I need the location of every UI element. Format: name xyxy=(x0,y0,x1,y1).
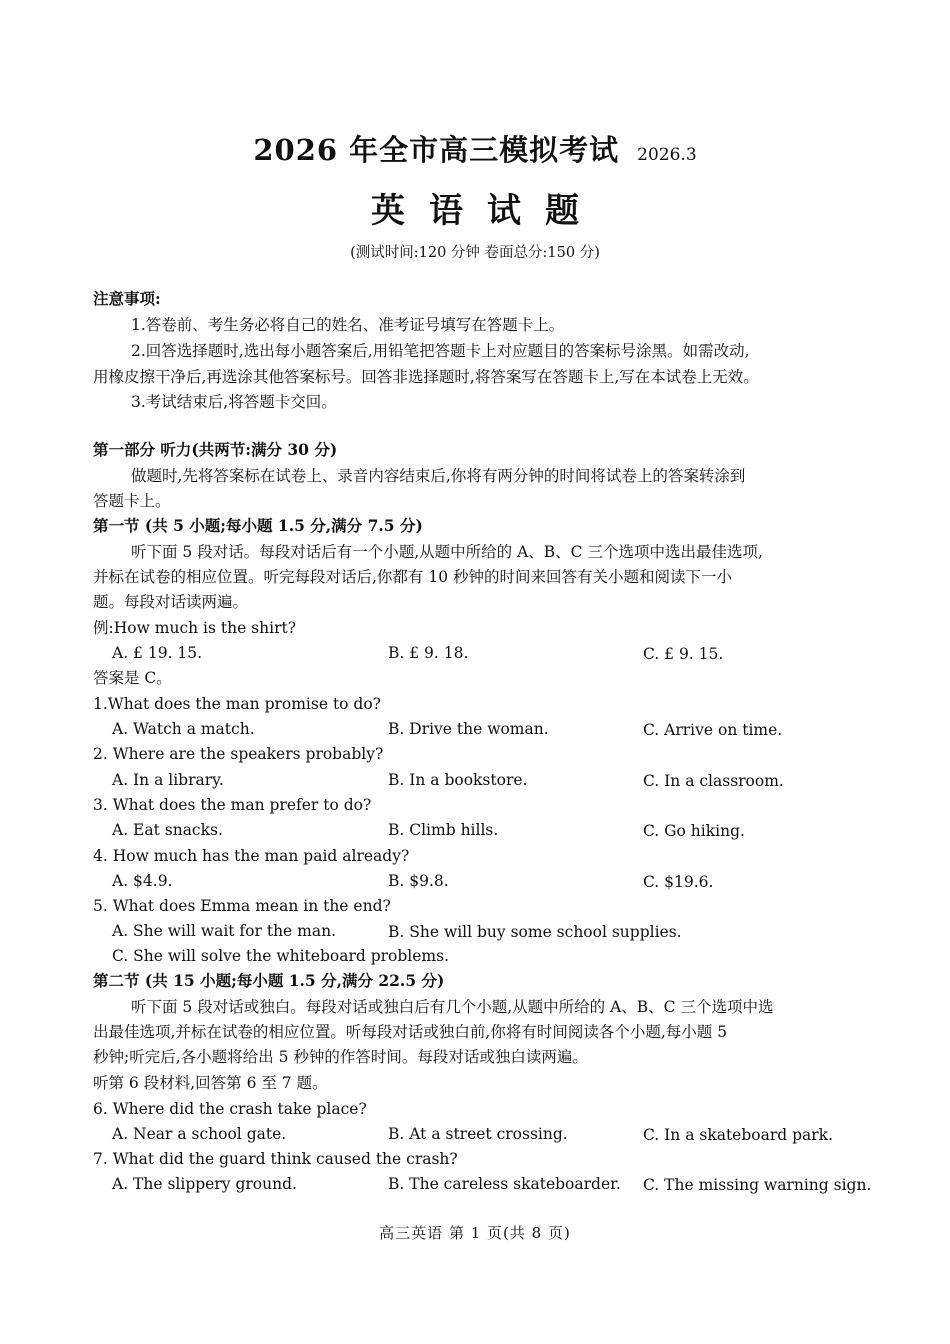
part1-intro-line-1: 做题时,先将答案标在试卷上、录音内容结束后,你将有两分钟的时间将试卷上的答案转涂到 xyxy=(131,467,746,485)
question-6: 6. Where did the crash take place? xyxy=(93,1100,367,1118)
example-option-b: B. £ 9. 18. xyxy=(388,644,469,662)
question-1-option-a: A. Watch a match. xyxy=(112,720,255,738)
question-7-option-c: C. The missing warning sign. xyxy=(643,1176,872,1194)
question-3: 3. What does the man prefer to do? xyxy=(93,796,372,814)
question-4-option-a: A. $4.9. xyxy=(112,872,173,890)
part1-intro-line-2: 答题卡上。 xyxy=(93,492,171,510)
section1-intro-line-3: 题。每段对话读两遍。 xyxy=(93,593,249,611)
notice-item-1: 1.答卷前、考生务必将自己的姓名、准考证号填写在答题卡上。 xyxy=(131,316,565,334)
question-5-option-a: A. She will wait for the man. xyxy=(112,922,337,940)
question-2-option-b: B. In a bookstore. xyxy=(388,771,528,789)
question-2-option-a: A. In a library. xyxy=(112,771,224,789)
question-4-option-b: B. $9.8. xyxy=(388,872,449,890)
question-6-option-a: A. Near a school gate. xyxy=(112,1125,287,1143)
question-2: 2. Where are the speakers probably? xyxy=(93,745,384,763)
example-question: 例:How much is the shirt? xyxy=(93,619,297,637)
example-option-a: A. £ 19. 15. xyxy=(112,644,203,662)
question-1-option-b: B. Drive the woman. xyxy=(388,720,549,738)
question-5-option-c: C. She will solve the whiteboard problems. xyxy=(112,947,449,965)
question-1-option-c: C. Arrive on time. xyxy=(643,721,783,739)
part1-heading: 第一部分 听力(共两节:满分 30 分) xyxy=(93,440,338,459)
notice-item-3: 3.考试结束后,将答题卡交回。 xyxy=(131,393,337,411)
question-1: 1.What does the man promise to do? xyxy=(93,695,381,713)
exam-title-text: 2026 年全市高三模拟考试 xyxy=(253,133,620,167)
notice-item-2-line-1: 2.回答选择题时,选出每小题答案后,用铅笔把答题卡上对应题目的答案标号涂黑。如需改动, xyxy=(131,342,750,360)
material-6-instruction: 听第 6 段材料,回答第 6 至 7 题。 xyxy=(93,1074,328,1092)
section2-intro-line-3: 秒钟;听完后,各小题将给出 5 秒钟的作答时间。每段对话或独白读两遍。 xyxy=(93,1048,588,1066)
section2-intro-line-2: 出最佳选项,并标在试卷的相应位置。听每段对话或独白前,你将有时间阅读各个小题,每小题 5 xyxy=(93,1023,728,1041)
question-6-option-c: C. In a skateboard park. xyxy=(643,1126,833,1144)
question-3-option-c: C. Go hiking. xyxy=(643,822,745,840)
notice-heading: 注意事项: xyxy=(93,289,161,308)
exam-title xyxy=(0,128,950,169)
question-7-option-a: A. The slippery ground. xyxy=(112,1175,297,1193)
exam-subject: 英语试题 xyxy=(371,191,603,231)
section1-intro-line-1: 听下面 5 段对话。每段对话后有一个小题,从题中所给的 A、B、C 三个选项中选出最佳选项, xyxy=(131,543,763,561)
example-option-c: C. £ 9. 15. xyxy=(643,645,724,663)
exam-meta: (测试时间:120 分钟 卷面总分:150 分) xyxy=(350,245,600,261)
section1-heading: 第一节 (共 5 小题;每小题 1.5 分,满分 7.5 分) xyxy=(93,516,423,535)
question-4-option-c: C. $19.6. xyxy=(643,873,714,891)
section2-heading: 第二节 (共 15 小题;每小题 1.5 分,满分 22.5 分) xyxy=(93,971,445,990)
question-2-option-c: C. In a classroom. xyxy=(643,772,784,790)
page-footer: 高三英语 第 1 页(共 8 页) xyxy=(379,1224,571,1242)
question-5-option-b: B. She will buy some school supplies. xyxy=(388,923,682,941)
section1-intro-line-2: 并标在试卷的相应位置。听完每段对话后,你都有 10 秒钟的时间来回答有关小题和阅读下一小 xyxy=(93,568,733,586)
exam-date: 2026.3 xyxy=(637,145,697,165)
question-3-option-b: B. Climb hills. xyxy=(388,821,499,839)
question-4: 4. How much has the man paid already? xyxy=(93,847,410,865)
notice-item-2-line-2: 用橡皮擦干净后,再选涂其他答案标号。回答非选择题时,将答案写在答题卡上,写在本试卷上无效。 xyxy=(93,368,759,386)
section2-intro-line-1: 听下面 5 段对话或独白。每段对话或独白后有几个小题,从题中所给的 A、B、C 三个选项中选 xyxy=(131,998,774,1016)
example-answer: 答案是 C。 xyxy=(93,669,172,687)
question-7-option-b: B. The careless skateboarder. xyxy=(388,1175,621,1193)
question-7: 7. What did the guard think caused the crash? xyxy=(93,1150,458,1168)
question-6-option-b: B. At a street crossing. xyxy=(388,1125,568,1143)
question-3-option-a: A. Eat snacks. xyxy=(112,821,223,839)
question-5: 5. What does Emma mean in the end? xyxy=(93,897,391,915)
